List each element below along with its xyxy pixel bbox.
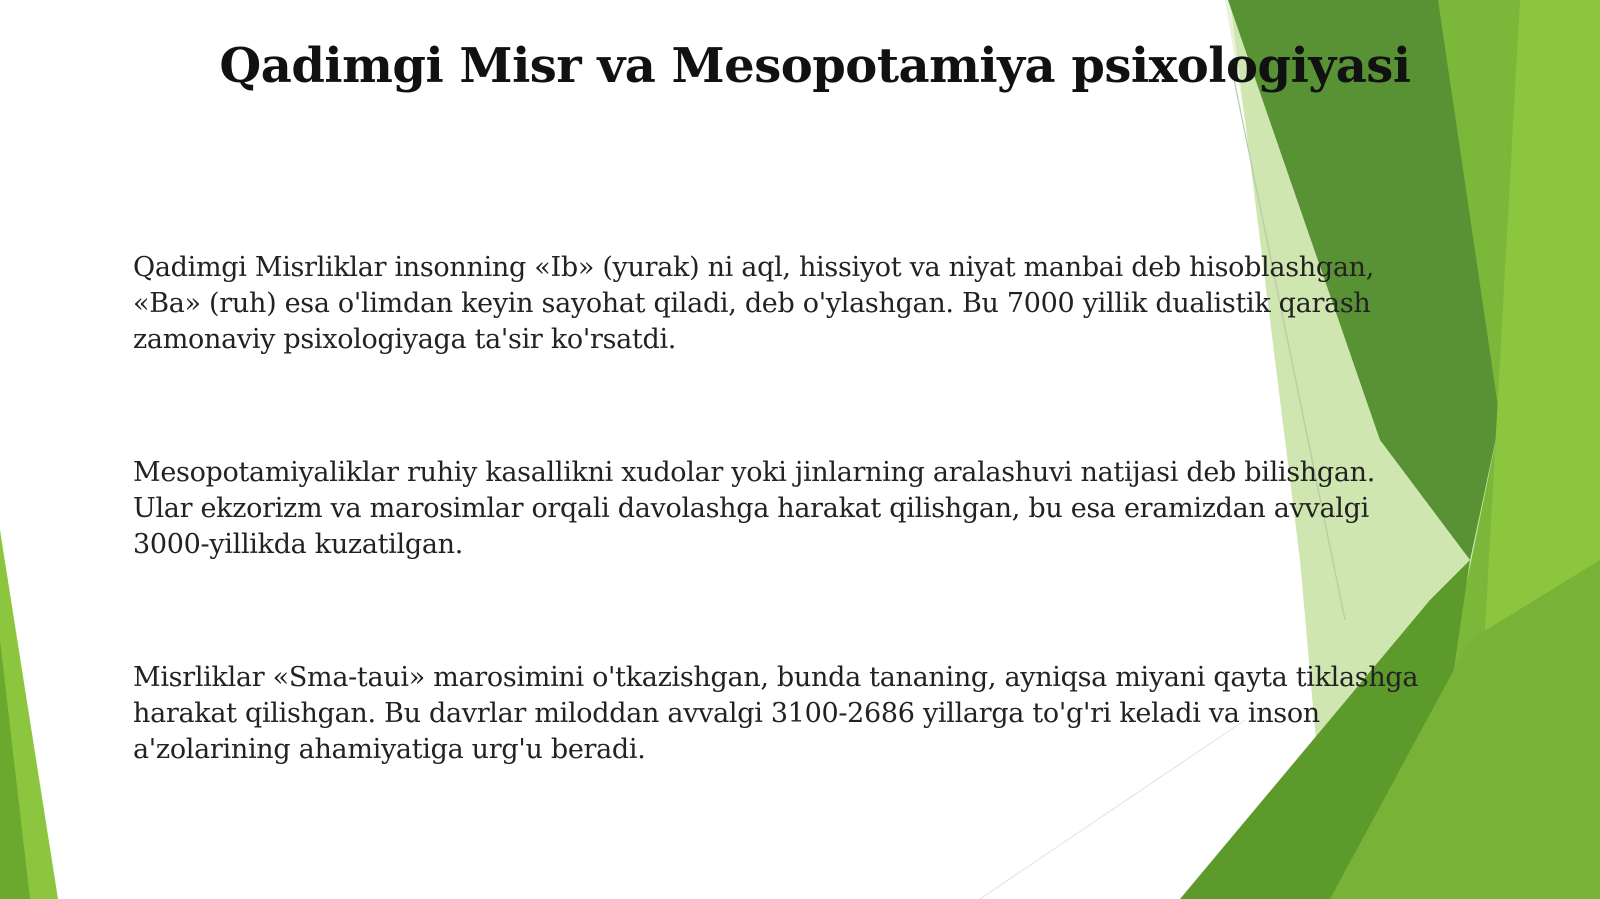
paragraph-line: 3000-yillikda kuzatilgan.	[133, 529, 464, 560]
paragraph-line: zamonaviy psixologiyaga ta'sir ko'rsatdi.	[133, 324, 677, 355]
paragraph-line: Mesopotamiyaliklar ruhiy kasallikni xudolar yoki jinlarning aralashuvi natijasi deb bilishgan.	[133, 457, 1376, 488]
paragraph-sma-taui	[133, 660, 1493, 768]
paragraph-egypt-ib-ba	[133, 250, 1493, 358]
slide-title: Qadimgi Misr va Mesopotamiya psixologiyasi	[219, 38, 1411, 94]
paragraph-line: Misrliklar «Sma-taui» marosimini o'tkazishgan, bunda tananing, ayniqsa miyani qayta tiklashga	[133, 662, 1419, 693]
paragraph-line: Qadimgi Misrliklar insonning «Ib» (yurak) ni aql, hissiyot va niyat manbai deb hisoblashgan,	[133, 252, 1374, 283]
paragraph-mesopotamia	[133, 455, 1493, 563]
paragraph-line: a'zolarining ahamiyatiga urg'u beradi.	[133, 734, 646, 765]
paragraph-line: «Ba» (ruh) esa o'limdan keyin sayohat qiladi, deb o'ylashgan. Bu 7000 yillik dualistik qarash	[133, 288, 1371, 319]
paragraph-line: Ular ekzorizm va marosimlar orqali davolashga harakat qilishgan, bu esa eramizdan avvalgi	[133, 493, 1369, 524]
slide-body	[133, 250, 1493, 865]
paragraph-line: harakat qilishgan. Bu davrlar miloddan avvalgi 3100-2686 yillarga to'g'ri keladi va inson	[133, 698, 1320, 729]
